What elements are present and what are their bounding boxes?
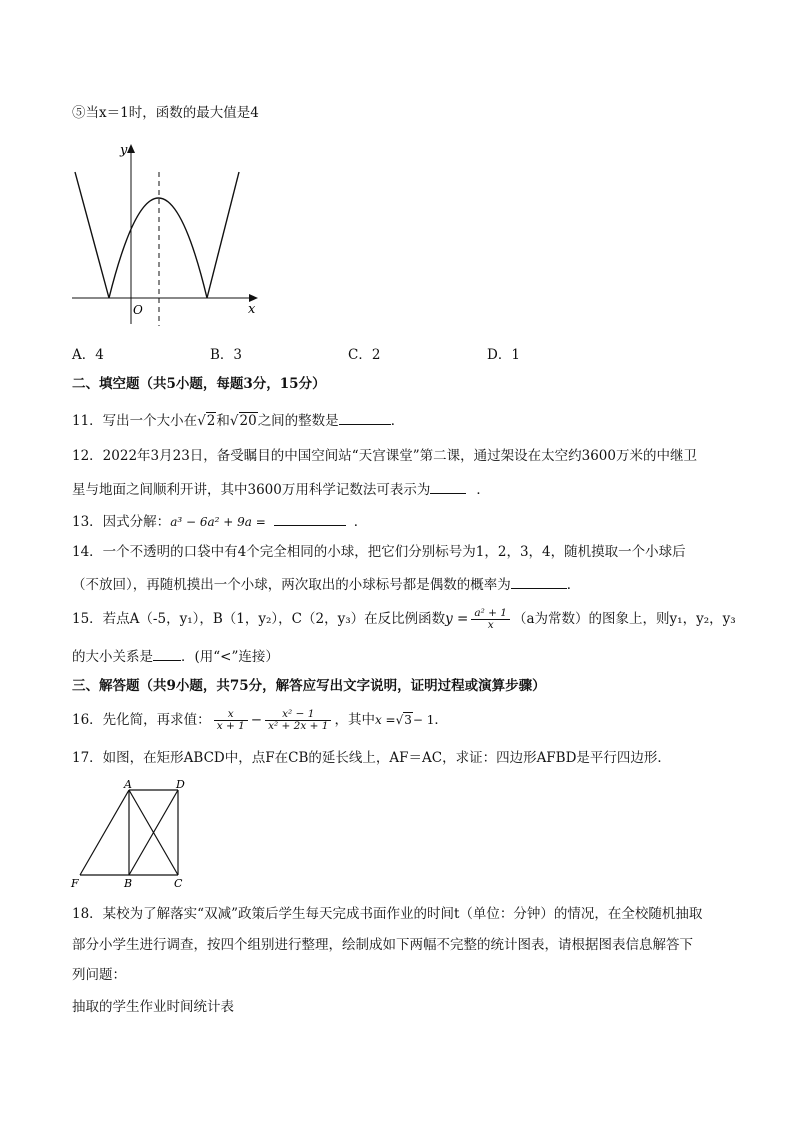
q15-line2-post: ．(用“<”连接）: [181, 649, 279, 665]
question-13: [72, 511, 367, 531]
sqrt-3: √3: [395, 713, 412, 727]
q11-post: 之间的整数是: [257, 413, 339, 429]
section-2-heading: 二、填空题（共5小题，每题3分，15分）: [72, 376, 326, 392]
q17-rectangle-figure: [66, 778, 196, 890]
q13-expression: a³ − 6a² + 9a =: [170, 515, 266, 529]
question-18-line-1: 18．某校为了解落实“双减”政策后学生每天完成书面作业的时间t（单位：分钟）的情况，在全校随机抽取: [72, 906, 703, 922]
question-18-line-3: 列问题：: [72, 967, 126, 983]
q13-answer-blank[interactable]: [274, 511, 346, 526]
q10-statement-5: ⑤当x＝1时，函数的最大值是4: [72, 105, 259, 121]
option-d: D．1: [487, 347, 520, 363]
q16-end: ．: [434, 712, 448, 728]
q11-end: ．: [390, 413, 405, 429]
label-f: F: [71, 877, 79, 890]
y-axis-arrow: [127, 144, 135, 153]
q15-pre: 15．若点A（-5，y₁），B（1，y₂），C（2，y₃）在反比例函数: [72, 611, 446, 627]
q15-post: （a为常数）的图象上，则y₁，y₂，y₃: [512, 611, 736, 627]
q16-fraction-1: $\frac{x}{x + 1}$: [214, 709, 248, 732]
q15-line2-pre: 的大小关系是: [72, 649, 153, 665]
q15-y-eq: y =: [445, 611, 469, 627]
question-14-line-1: 14．一个不透明的口袋中有4个完全相同的小球，把它们分别标号为1，2，3，4，随机摸取一个小球后: [72, 544, 686, 560]
label-b: B: [124, 877, 133, 890]
q12-answer-blank[interactable]: [430, 479, 466, 494]
q16-minus: −: [250, 712, 263, 728]
question-11: [72, 410, 404, 430]
question-15-line-2: [72, 646, 279, 666]
section-3-heading: 三、解答题（共9小题，共75分，解答应写出文字说明，证明过程或演算步骤）: [72, 678, 546, 694]
option-c: C．2: [348, 347, 381, 363]
q13-end: ．: [353, 514, 368, 530]
y-axis-label: y: [120, 143, 128, 158]
q14-end: ．: [566, 577, 581, 593]
q15-fraction: $\frac{\text{a² + 1}}{x}$: [471, 608, 510, 631]
origin-label: O: [133, 303, 143, 317]
segment-af: [80, 790, 129, 875]
question-12-line-2: [72, 479, 490, 499]
q16-tail: − 1: [412, 713, 435, 727]
question-15-line-1: [72, 606, 736, 632]
q15-answer-blank[interactable]: [153, 646, 181, 661]
question-12-line-1: 12．2022年3月23日，备受瞩目的中国空间站“天宫课堂”第二课，通过架设在太空约3600万米的中继卫: [72, 448, 697, 464]
q14-answer-blank[interactable]: [511, 574, 567, 589]
left-branch: [75, 172, 109, 298]
sqrt-20: √20: [229, 413, 257, 429]
label-c: C: [174, 877, 183, 890]
question-18-line-2: 部分小学生进行调查，按四个组别进行整理，绘制成如下两幅不完整的统计图表，请根据图表信息解答下: [72, 937, 693, 953]
label-a: A: [124, 778, 132, 791]
q12-end: ．: [476, 482, 490, 498]
q13-pre: 13．因式分解：: [72, 514, 171, 530]
x-axis-label: x: [248, 302, 256, 317]
q16-x-eq: x =: [374, 713, 396, 727]
question-16: [72, 703, 448, 737]
q10-function-graph: [66, 138, 266, 328]
q16-mid: ，其中: [334, 712, 375, 728]
parabola-arch: [109, 198, 207, 298]
question-17: 17．如图，在矩形ABCD中，点F在CB的延长线上，AF＝AC，求证：四边形AFBD是平行四边形．: [72, 750, 671, 766]
right-branch: [207, 172, 239, 298]
q16-pre: 16．先化简，再求值：: [72, 712, 211, 728]
q16-fraction-2: $\frac{\text{x² − 1}}{\text{x² + 2x + 1}}$: [265, 709, 331, 732]
option-b: B．3: [210, 347, 243, 363]
q14-line2-text: （不放回），再随机摸出一个小球，两次取出的小球标号都是偶数的概率为: [72, 577, 511, 593]
q11-mid: 和: [216, 413, 230, 429]
q11-answer-blank[interactable]: [339, 410, 391, 425]
question-14-line-2: [72, 574, 580, 594]
q12-line2-text: 星与地面之间顺利开讲，其中3600万用科学记数法可表示为: [72, 482, 431, 498]
sqrt-2: √2: [197, 413, 216, 429]
label-d: D: [176, 778, 185, 791]
q18-table-title: 抽取的学生作业时间统计表: [72, 999, 234, 1015]
option-a: A．4: [72, 347, 104, 363]
x-axis-arrow: [249, 294, 258, 302]
q11-pre: 11．写出一个大小在: [72, 413, 198, 429]
